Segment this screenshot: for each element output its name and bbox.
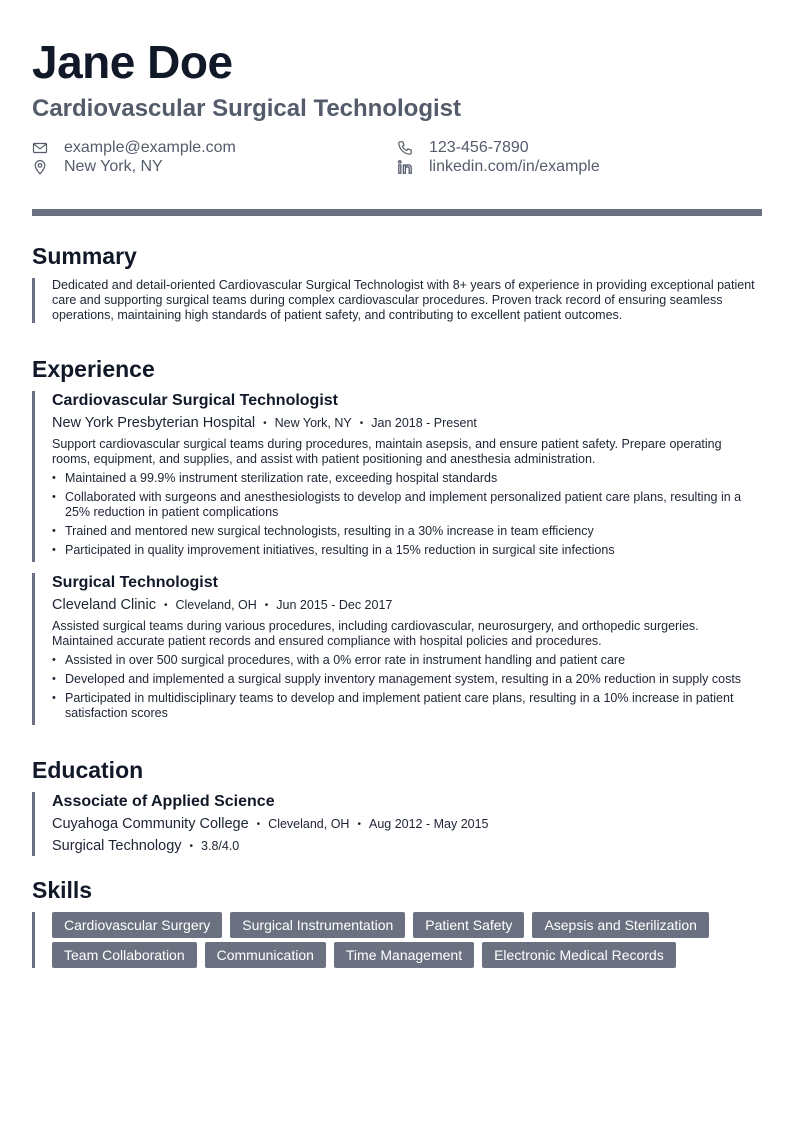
candidate-title: Cardiovascular Surgical Technologist <box>32 95 461 122</box>
phone-text: 123-456-7890 <box>429 139 529 156</box>
linkedin-icon <box>397 159 413 175</box>
job-employer: New York Presbyterian Hospital <box>52 415 256 431</box>
skill-tag: Team Collaboration <box>52 942 197 968</box>
email-text: example@example.com <box>64 139 236 156</box>
school-location: Cleveland, OH <box>268 817 350 831</box>
school-name: Cuyahoga Community College <box>52 816 249 832</box>
job-title: Cardiovascular Surgical Technologist <box>52 392 338 409</box>
job-location: New York, NY <box>274 416 352 430</box>
candidate-name: Jane Doe <box>32 36 233 88</box>
phone-icon <box>397 140 413 156</box>
job-dates: Jan 2018 - Present <box>371 416 477 430</box>
header-divider <box>32 209 762 216</box>
job-title: Surgical Technologist <box>52 574 218 591</box>
job-dates: Jun 2015 - Dec 2017 <box>276 598 393 612</box>
experience-heading: Experience <box>32 356 155 382</box>
skill-tag: Time Management <box>334 942 474 968</box>
achievement-item: • Assisted in over 500 surgical procedures, with a 0% error rate in instrument handling and patient care <box>52 653 762 668</box>
achievement-item: • Participated in quality improvement initiatives, resulting in a 15% reduction in surgical site infections <box>52 543 762 558</box>
contact-email[interactable] <box>32 138 236 158</box>
job-meta: Cleveland Clinic • Cleveland, OH • Jun 2015 - Dec 2017 <box>52 597 393 613</box>
achievement-item: • Trained and mentored new surgical technologists, resulting in a 30% increase in team efficiency <box>52 524 762 539</box>
field-meta: Surgical Technology • 3.8/4.0 <box>52 838 240 854</box>
field-of-study: Surgical Technology <box>52 838 182 854</box>
location-pin-icon <box>32 159 48 175</box>
school-meta: Cuyahoga Community College • Cleveland, OH • Aug 2012 - May 2015 <box>52 816 489 832</box>
education-heading: Education <box>32 757 144 783</box>
job-entry <box>32 391 762 562</box>
location-text: New York, NY <box>64 158 163 175</box>
job-entry <box>32 573 762 725</box>
linkedin-text: linkedin.com/in/example <box>429 158 600 175</box>
summary-text: Dedicated and detail-oriented Cardiovascular Surgical Technologist with 8+ years of experience in providing exceptional patient care and supporting surgical teams during complex cardiovascular procedures. Proven track record of ensuring seamless operations, maintaining high standards of patient safety, and contributing to excellent patient outcomes. <box>52 278 755 322</box>
job-achievements <box>52 653 762 721</box>
job-description: Assisted surgical teams during various procedures, including cardiovascular, neurosurgery, and orthopedic surgeries. Maintained accurate patient records and ensured compliance with hospital policies and procedures. <box>52 619 699 648</box>
skill-tag: Asepsis and Sterilization <box>532 912 709 938</box>
summary-section <box>32 278 762 323</box>
achievement-item: • Collaborated with surgeons and anesthesiologists to develop and implement personalized patient care plans, resulting in a 25% reduction in patient complications <box>52 490 762 520</box>
job-employer: Cleveland Clinic <box>52 597 156 613</box>
degree-title: Associate of Applied Science <box>52 793 275 810</box>
skills-section <box>32 912 762 968</box>
job-location: Cleveland, OH <box>175 598 257 612</box>
skill-tag: Communication <box>205 942 326 968</box>
job-achievements <box>52 471 762 558</box>
contact-location <box>32 157 163 177</box>
contact-phone[interactable] <box>397 138 529 158</box>
job-meta: New York Presbyterian Hospital • New York, NY • Jan 2018 - Present <box>52 415 477 431</box>
skill-tag: Patient Safety <box>413 912 524 938</box>
mail-icon <box>32 140 48 156</box>
achievement-item: • Developed and implemented a surgical supply inventory management system, resulting in a 20% reduction in supply costs <box>52 672 762 687</box>
skill-tag: Electronic Medical Records <box>482 942 676 968</box>
school-dates: Aug 2012 - May 2015 <box>368 817 489 831</box>
skill-tag: Surgical Instrumentation <box>230 912 405 938</box>
achievement-item: • Maintained a 99.9% instrument sterilization rate, exceeding hospital standards <box>52 471 762 486</box>
skills-tag-list <box>52 912 762 968</box>
skills-heading: Skills <box>32 877 93 903</box>
job-description: Support cardiovascular surgical teams during procedures, maintain asepsis, and ensure patient safety. Prepare operating rooms, equipment, and supplies, and assist with patient positioning and anesthesia administration. <box>52 437 722 466</box>
education-entry <box>32 792 762 856</box>
achievement-item: • Participated in multidisciplinary teams to develop and implement patient care plans, resulting in a 10% increase in patient satisfaction scores <box>52 691 762 721</box>
summary-heading: Summary <box>32 243 137 269</box>
skill-tag: Cardiovascular Surgery <box>52 912 222 938</box>
contact-linkedin[interactable] <box>397 157 600 177</box>
gpa: 3.8/4.0 <box>201 839 240 853</box>
